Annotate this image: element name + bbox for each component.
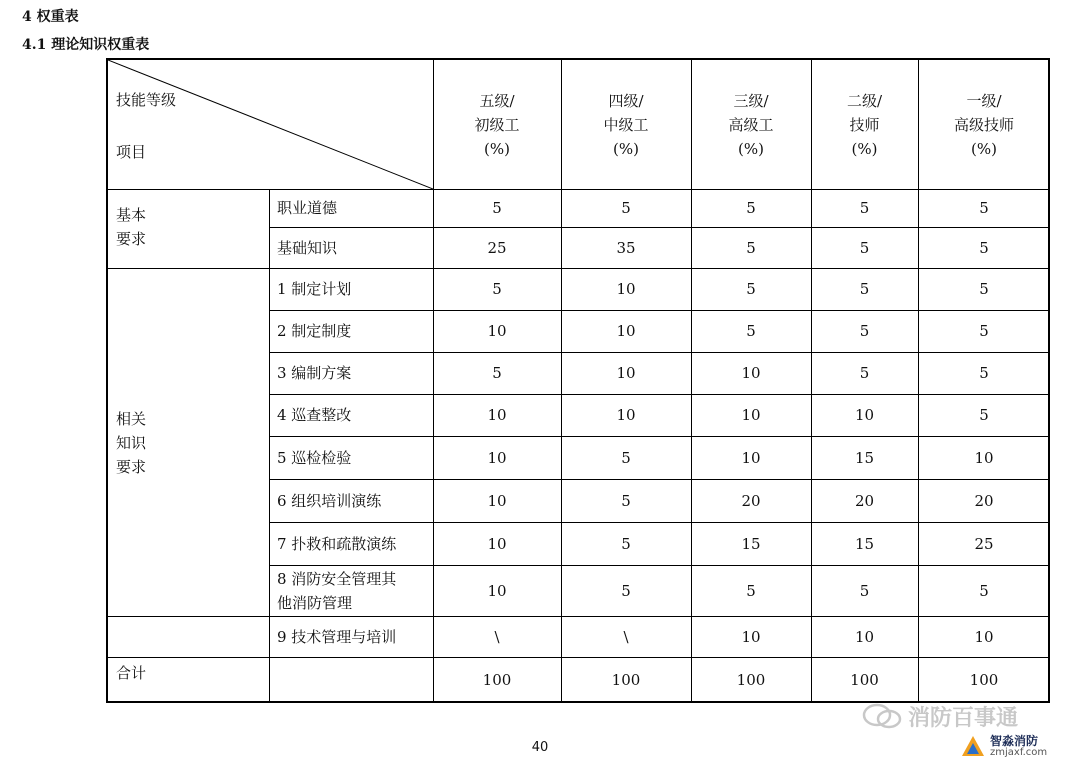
watermark-text: 消防百事通 <box>908 705 1019 731</box>
value-cell: 5 <box>979 364 989 382</box>
item-cell: 8 消防安全管理其 他消防管理 <box>277 569 397 612</box>
level-header: 四级/ 中级工 (%) <box>603 91 649 158</box>
logo-url: zmjaxf.com <box>990 747 1048 758</box>
value-cell: 5 <box>621 448 631 467</box>
logo-badge <box>960 732 1078 762</box>
value-cell: 10 <box>974 448 994 467</box>
value-cell: 10 <box>616 322 636 340</box>
value-cell: 10 <box>741 364 761 382</box>
value-cell: 5 <box>859 322 870 340</box>
value-cell: 5 <box>746 238 756 257</box>
value-cell: 10 <box>854 406 875 424</box>
value-cell: 10 <box>854 627 875 646</box>
value-cell: 25 <box>974 534 994 553</box>
value-cell: 20 <box>741 491 761 510</box>
level-header: 五级/ 初级工 (%) <box>474 91 520 158</box>
value-cell: 5 <box>492 364 502 382</box>
level-header: 一级/ 高级技师 (%) <box>953 91 1014 158</box>
weight-table <box>106 58 1050 703</box>
header-item-label: 项目 <box>116 143 147 161</box>
value-cell: 10 <box>974 627 994 646</box>
value-cell: 10 <box>616 364 636 382</box>
value-cell: 10 <box>487 406 507 424</box>
value-cell: 20 <box>854 491 875 510</box>
value-cell: 5 <box>492 280 502 298</box>
logo-icon <box>960 734 986 760</box>
item-cell: 基础知识 <box>277 238 338 257</box>
value-cell: 10 <box>741 627 761 646</box>
value-cell: 5 <box>979 406 989 424</box>
value-cell: 15 <box>741 534 761 553</box>
value-cell: 5 <box>746 322 756 340</box>
value-cell: 5 <box>979 581 989 600</box>
value-cell: 5 <box>746 581 756 600</box>
logo-text: 智淼消防 <box>990 734 1039 748</box>
value-cell: 5 <box>979 238 989 257</box>
value-cell: \ <box>494 627 500 646</box>
value-cell: 10 <box>487 534 507 553</box>
value-cell: \ <box>623 627 629 646</box>
subsection-heading: 4.1 理论知识权重表 <box>22 37 150 53</box>
value-cell: 5 <box>746 280 756 298</box>
value-cell: 10 <box>487 581 507 600</box>
value-cell: 25 <box>487 238 507 257</box>
value-cell: 5 <box>746 199 756 217</box>
value-cell: 100 <box>850 671 879 689</box>
value-cell: 5 <box>979 322 989 340</box>
wechat-icon <box>862 703 902 729</box>
item-cell: 3 编制方案 <box>277 364 352 382</box>
value-cell: 5 <box>621 581 631 600</box>
value-cell: 20 <box>974 491 994 510</box>
page-number: 40 <box>531 740 549 755</box>
value-cell: 10 <box>487 448 507 467</box>
item-cell: 6 组织培训演练 <box>277 491 382 510</box>
item-cell: 4 巡查整改 <box>277 406 352 424</box>
value-cell: 10 <box>487 491 507 510</box>
value-cell: 10 <box>616 280 636 298</box>
value-cell: 5 <box>859 581 870 600</box>
value-cell: 5 <box>859 280 870 298</box>
level-header: 二级/ 技师 (%) <box>846 91 883 158</box>
value-cell: 100 <box>969 671 999 689</box>
value-cell: 10 <box>616 406 636 424</box>
value-cell: 100 <box>482 671 512 689</box>
value-cell: 10 <box>487 322 507 340</box>
item-cell: 7 扑救和疏散演练 <box>277 534 397 553</box>
value-cell: 15 <box>854 534 875 553</box>
header-level-label: 技能等级 <box>116 91 177 109</box>
item-cell: 1 制定计划 <box>277 280 352 298</box>
item-cell: 2 制定制度 <box>277 322 352 340</box>
value-cell: 5 <box>979 199 989 217</box>
diagonal-line <box>108 60 433 189</box>
value-cell: 100 <box>611 671 641 689</box>
value-cell: 5 <box>492 199 502 217</box>
value-cell: 5 <box>859 238 870 257</box>
level-header: 三级/ 高级工 (%) <box>728 91 774 158</box>
group-label-basic: 基本 要求 <box>116 206 147 248</box>
value-cell: 5 <box>859 199 870 217</box>
value-cell: 5 <box>621 534 631 553</box>
total-label: 合计 <box>116 664 147 682</box>
group-label-related: 相关 知识 要求 <box>116 410 147 476</box>
value-cell: 10 <box>741 406 761 424</box>
watermark <box>862 700 1062 732</box>
value-cell: 35 <box>616 238 636 257</box>
value-cell: 10 <box>741 448 761 467</box>
value-cell: 5 <box>979 280 989 298</box>
value-cell: 5 <box>621 199 631 217</box>
section-heading: 4 权重表 <box>22 9 79 25</box>
item-cell: 职业道德 <box>277 199 338 217</box>
item-cell: 9 技术管理与培训 <box>277 627 397 646</box>
value-cell: 5 <box>859 364 870 382</box>
value-cell: 15 <box>854 448 875 467</box>
value-cell: 100 <box>736 671 766 689</box>
item-cell: 5 巡检检验 <box>277 448 352 467</box>
value-cell: 5 <box>621 491 631 510</box>
